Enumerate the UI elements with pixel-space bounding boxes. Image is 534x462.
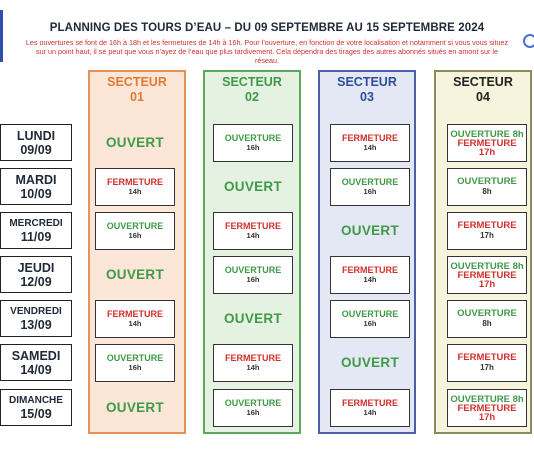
ouverture-line: OUVERTURE 8h — [450, 260, 524, 272]
ouvert-label: OUVERT — [340, 355, 400, 370]
time-label: 14h — [128, 187, 142, 196]
time-label: 14h — [128, 319, 142, 328]
fermeture-line: FERMETURE 17h — [457, 402, 517, 423]
left-edge-accent — [0, 10, 3, 62]
fermeture-cell — [447, 344, 527, 382]
status-label: FERMETURE — [107, 309, 163, 319]
day-date: 14/09 — [20, 362, 52, 377]
time-label: 16h — [363, 187, 377, 196]
ouvert-label: OUVERT — [105, 135, 165, 150]
time-label: 17h — [480, 231, 494, 240]
time-label: 16h — [246, 143, 260, 152]
day-name: JEUDI — [17, 260, 55, 275]
ouverture-fermeture-cell — [447, 124, 527, 162]
day-date: 12/09 — [20, 274, 52, 289]
status-label: FERMETURE — [107, 177, 163, 187]
status-label: FERMETURE — [342, 398, 398, 408]
time-label: 16h — [128, 231, 142, 240]
time-label: 14h — [363, 408, 377, 417]
fermeture-cell — [95, 168, 175, 206]
day-name: MARDI — [15, 172, 57, 187]
ouverture-cell — [95, 212, 175, 250]
day-jeudi — [0, 256, 72, 293]
status-label: OUVERTURE — [224, 265, 282, 275]
time-label: 17h — [480, 363, 494, 372]
day-mercredi — [0, 212, 72, 249]
sector-header-1: SECTEUR 01 — [107, 75, 167, 104]
time-label: 16h — [128, 363, 142, 372]
ouverture-cell — [330, 300, 410, 338]
day-samedi — [0, 344, 72, 381]
fermeture-cell — [213, 344, 293, 382]
day-date: 13/09 — [20, 317, 52, 332]
status-label: FERMETURE — [342, 265, 398, 275]
ouvert-label: OUVERT — [340, 223, 400, 238]
day-vendredi — [0, 300, 72, 337]
status-label: FERMETURE — [225, 353, 281, 363]
fermeture-cell — [95, 300, 175, 338]
status-label: FERMETURE — [457, 352, 517, 363]
fermeture-cell — [213, 212, 293, 250]
fermeture-line: FERMETURE 17h — [457, 137, 517, 158]
ouverture-line: OUVERTURE 8h — [450, 393, 524, 405]
time-label: 16h — [246, 408, 260, 417]
ouvert-label: OUVERT — [105, 267, 165, 282]
day-name: VENDREDI — [10, 305, 62, 317]
notice-text: Les ouvertures se font de 16h à 18h et les fermetures de 14h à 16h. Pour l’ouverture, en fonction de votre localisation et notamment si vous vous situez sur un point haut, il se peut que vous n’ayez de l’eau que plus tardivement. Cela dépendra des tirages des autres abonnés situés en amont sur le réseau. — [25, 38, 509, 66]
day-date: 10/09 — [20, 186, 52, 201]
day-date: 15/09 — [20, 406, 52, 421]
day-date: 09/09 — [20, 142, 52, 157]
fermeture-cell — [330, 256, 410, 294]
time-label: 14h — [246, 231, 260, 240]
status-label: OUVERTURE — [106, 353, 164, 363]
status-label: OUVERTURE — [457, 308, 517, 319]
day-mardi — [0, 168, 72, 205]
time-label: 8h — [482, 187, 492, 196]
status-label: OUVERTURE — [457, 176, 517, 187]
ouverture-cell — [213, 124, 293, 162]
status-label: OUVERTURE — [224, 398, 282, 408]
status-label: OUVERTURE — [341, 309, 399, 319]
ouverture-cell — [213, 256, 293, 294]
day-date: 11/09 — [20, 229, 52, 244]
fermeture-cell — [447, 212, 527, 250]
ouverture-fermeture-cell — [447, 256, 527, 294]
status-label: FERMETURE — [457, 220, 517, 231]
day-dimanche — [0, 389, 72, 426]
day-name: LUNDI — [16, 128, 56, 143]
time-label: 14h — [246, 363, 260, 372]
ouverture-cell — [330, 168, 410, 206]
fermeture-cell — [330, 389, 410, 427]
fermeture-line: FERMETURE 17h — [457, 269, 517, 290]
ouverture-fermeture-cell — [447, 389, 527, 427]
status-label: OUVERTURE — [106, 221, 164, 231]
day-lundi — [0, 124, 72, 161]
time-label: 16h — [246, 275, 260, 284]
ouverture-line: OUVERTURE 8h — [450, 128, 524, 140]
ouverture-cell — [447, 168, 527, 206]
sector-header-2: SECTEUR 02 — [222, 75, 282, 104]
ouverture-cell — [447, 300, 527, 338]
sector-header-4: SECTEUR 04 — [453, 75, 513, 104]
status-label: OUVERTURE — [341, 177, 399, 187]
status-label: FERMETURE — [342, 133, 398, 143]
time-label: 16h — [363, 319, 377, 328]
fermeture-cell — [330, 124, 410, 162]
page-title: PLANNING DES TOURS D’EAU – DU 09 SEPTEMBRE AU 15 SEPTEMBRE 2024 — [49, 22, 485, 34]
time-label: 8h — [482, 319, 492, 328]
time-label: 14h — [363, 275, 377, 284]
ouvert-label: OUVERT — [223, 179, 283, 194]
day-name: SAMEDI — [11, 348, 61, 363]
time-label: 14h — [363, 143, 377, 152]
ouverture-cell — [95, 344, 175, 382]
ouvert-label: OUVERT — [105, 400, 165, 415]
status-label: OUVERTURE — [224, 133, 282, 143]
day-name: MERCREDI — [9, 217, 63, 229]
ouvert-label: OUVERT — [223, 311, 283, 326]
sector-header-3: SECTEUR 03 — [337, 75, 397, 104]
day-name: DIMANCHE — [9, 394, 63, 406]
ouverture-cell — [213, 389, 293, 427]
status-label: FERMETURE — [225, 221, 281, 231]
